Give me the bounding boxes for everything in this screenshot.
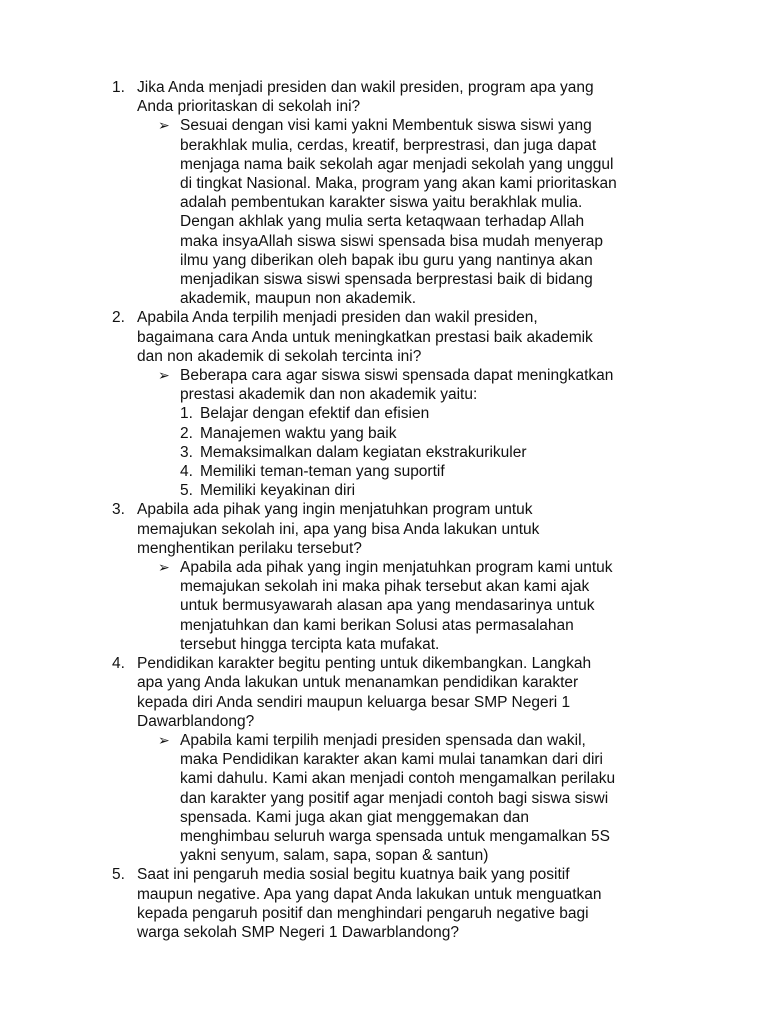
sub-item-text: Memaksimalkan dalam kegiatan ekstrakurikuler	[200, 443, 527, 461]
sub-list-item	[112, 481, 732, 500]
question-text: Pendidikan karakter begitu penting untuk dikembangkan. Langkah	[137, 655, 592, 673]
question-item	[112, 654, 732, 865]
question-line	[112, 885, 732, 904]
answer-text: Sesuai dengan visi kami yakni Membentuk siswa siswi yang	[180, 117, 592, 135]
question-line	[112, 539, 732, 558]
sub-list-item	[112, 424, 732, 443]
answer-line	[112, 596, 732, 615]
question-line	[112, 673, 732, 692]
answer-text: yakni senyum, salam, sapa, sopan & santun)	[180, 847, 489, 865]
question-line	[112, 693, 732, 712]
answer-line	[112, 270, 732, 289]
question-text: Saat ini pengaruh media sosial begitu kuatnya baik yang positif	[137, 866, 570, 884]
answer-line	[112, 251, 732, 270]
answer-line	[112, 577, 732, 596]
sub-list-item	[112, 404, 732, 423]
answer-line	[112, 808, 732, 827]
answer-line	[112, 232, 732, 251]
answer-text: dan karakter yang positif agar menjadi contoh bagi siswa siswi	[180, 789, 609, 807]
arrow-bullet-icon: ➢	[158, 559, 170, 576]
question-text: Apabila Anda terpilih menjadi presiden dan wakil presiden,	[137, 309, 538, 327]
answer-line	[112, 616, 732, 635]
answer-line	[112, 385, 732, 404]
question-line	[112, 328, 732, 347]
sub-item-text: Manajemen waktu yang baik	[200, 424, 397, 442]
arrow-bullet-icon: ➢	[158, 117, 170, 134]
question-line	[112, 500, 732, 519]
question-text: bagaimana cara Anda untuk meningkatkan prestasi baik akademik	[137, 328, 593, 346]
answer-line	[112, 193, 732, 212]
question-number: 2.	[112, 309, 125, 327]
answer-line	[112, 174, 732, 193]
sub-list-item	[112, 443, 732, 462]
sub-item-number: 1.	[180, 405, 193, 423]
answer-text: prestasi akademik dan non akademik yaitu:	[180, 386, 478, 404]
question-text: apa yang Anda lakukan untuk menanamkan pendidikan karakter	[137, 674, 579, 692]
question-item	[112, 865, 732, 942]
answer-text: ilmu yang diberikan oleh bapak ibu guru yang nantinya akan	[180, 251, 593, 269]
answer-line	[112, 846, 732, 865]
question-number: 1.	[112, 79, 125, 96]
question-item	[112, 308, 732, 500]
answer-line	[112, 212, 732, 231]
question-text: Dawarblandong?	[137, 712, 255, 730]
question-line	[112, 904, 732, 923]
answer-text: Apabila kami terpilih menjadi presiden spensada dan wakil,	[180, 731, 586, 749]
question-line	[112, 78, 732, 97]
answer-line	[112, 635, 732, 654]
answer-text: di tingkat Nasional. Maka, program yang akan kami prioritaskan	[180, 175, 617, 193]
answer-text: Beberapa cara agar siswa siswi spensada dapat meningkatkan	[180, 367, 614, 385]
question-number: 5.	[112, 866, 125, 884]
answer-line	[112, 789, 732, 808]
question-line	[112, 712, 732, 731]
arrow-bullet-icon: ➢	[158, 367, 170, 384]
question-text: kepada pengaruh positif dan menghindari pengaruh negative bagi	[137, 904, 589, 922]
question-line	[112, 923, 732, 942]
answer-line	[112, 750, 732, 769]
answer-text: Apabila ada pihak yang ingin menjatuhkan program kami untuk	[180, 559, 613, 577]
sub-item-number: 2.	[180, 424, 193, 442]
answer-text: memajukan sekolah ini maka pihak tersebut akan kami ajak	[180, 578, 590, 596]
answer-line	[112, 116, 732, 135]
question-text: dan non akademik di sekolah tercinta ini?	[137, 347, 422, 365]
sub-item-number: 3.	[180, 443, 193, 461]
sub-item-text: Belajar dengan efektif dan efisien	[200, 405, 430, 423]
arrow-bullet-icon: ➢	[158, 731, 170, 748]
question-line	[112, 308, 732, 327]
question-item	[112, 78, 732, 308]
question-text: Apabila ada pihak yang ingin menjatuhkan program untuk	[137, 501, 533, 519]
answer-text: kami dahulu. Kami akan menjadi contoh mengamalkan perilaku	[180, 770, 616, 788]
sub-item-text: Memiliki teman-teman yang suportif	[200, 463, 445, 481]
answer-line	[112, 827, 732, 846]
question-text: kepada diri Anda sendiri maupun keluarga besar SMP Negeri 1	[137, 693, 571, 711]
answer-text: menghimbau seluruh warga spensada untuk mengamalkan 5S	[180, 827, 610, 845]
answer-text: maka Pendidikan karakter akan kami mulai tanamkan dari diri	[180, 751, 604, 769]
sub-item-number: 4.	[180, 463, 193, 481]
question-text: Anda prioritaskan di sekolah ini?	[137, 98, 361, 116]
answer-line	[112, 731, 732, 750]
answer-text: untuk bermusyawarah alasan apa yang mendasarinya untuk	[180, 597, 595, 615]
answer-line	[112, 558, 732, 577]
question-text: maupun negative. Apa yang dapat Anda lakukan untuk menguatkan	[137, 885, 602, 903]
answer-text: menjadikan siswa siswi spensada berprestasi baik di bidang	[180, 271, 593, 289]
answer-text: spensada. Kami juga akan giat menggemakan dan	[180, 808, 529, 826]
answer-line	[112, 769, 732, 788]
question-text: memajukan sekolah ini, apa yang bisa Anda lakukan untuk	[137, 520, 540, 538]
question-line	[112, 654, 732, 673]
answer-text: Dengan akhlak yang mulia serta ketaqwaan terhadap Allah	[180, 213, 585, 231]
question-line	[112, 520, 732, 539]
question-number: 3.	[112, 501, 125, 519]
sub-item-number: 5.	[180, 482, 193, 500]
question-number: 4.	[112, 655, 125, 673]
answer-line	[112, 136, 732, 155]
question-text: Jika Anda menjadi presiden dan wakil presiden, program apa yang	[137, 79, 594, 96]
question-item	[112, 500, 732, 654]
question-list	[112, 78, 732, 942]
question-text: menghentikan perilaku tersebut?	[137, 539, 362, 557]
question-text: warga sekolah SMP Negeri 1 Dawarblandong?	[137, 923, 459, 941]
answer-text: maka insyaAllah siswa siswi spensada bisa mudah menyerap	[180, 232, 604, 250]
question-line	[112, 865, 732, 884]
answer-text: berakhlak mulia, cerdas, kreatif, berprestrasi, dan juga dapat	[180, 136, 597, 154]
question-line	[112, 97, 732, 116]
answer-text: menjatuhkan dan kami berikan Solusi atas permasalahan	[180, 616, 574, 634]
sub-item-text: Memiliki keyakinan diri	[200, 482, 356, 500]
answer-text: akademik, maupun non akademik.	[180, 290, 417, 308]
answer-line	[112, 289, 732, 308]
answer-line	[112, 366, 732, 385]
answer-line	[112, 155, 732, 174]
answer-text: tersebut hingga tercipta kata mufakat.	[180, 635, 440, 653]
question-line	[112, 347, 732, 366]
sub-list-item	[112, 462, 732, 481]
answer-text: menjaga nama baik sekolah agar menjadi sekolah yang unggul	[180, 155, 614, 173]
answer-text: adalah pembentukan karakter siswa yaitu berakhlak mulia.	[180, 194, 583, 212]
